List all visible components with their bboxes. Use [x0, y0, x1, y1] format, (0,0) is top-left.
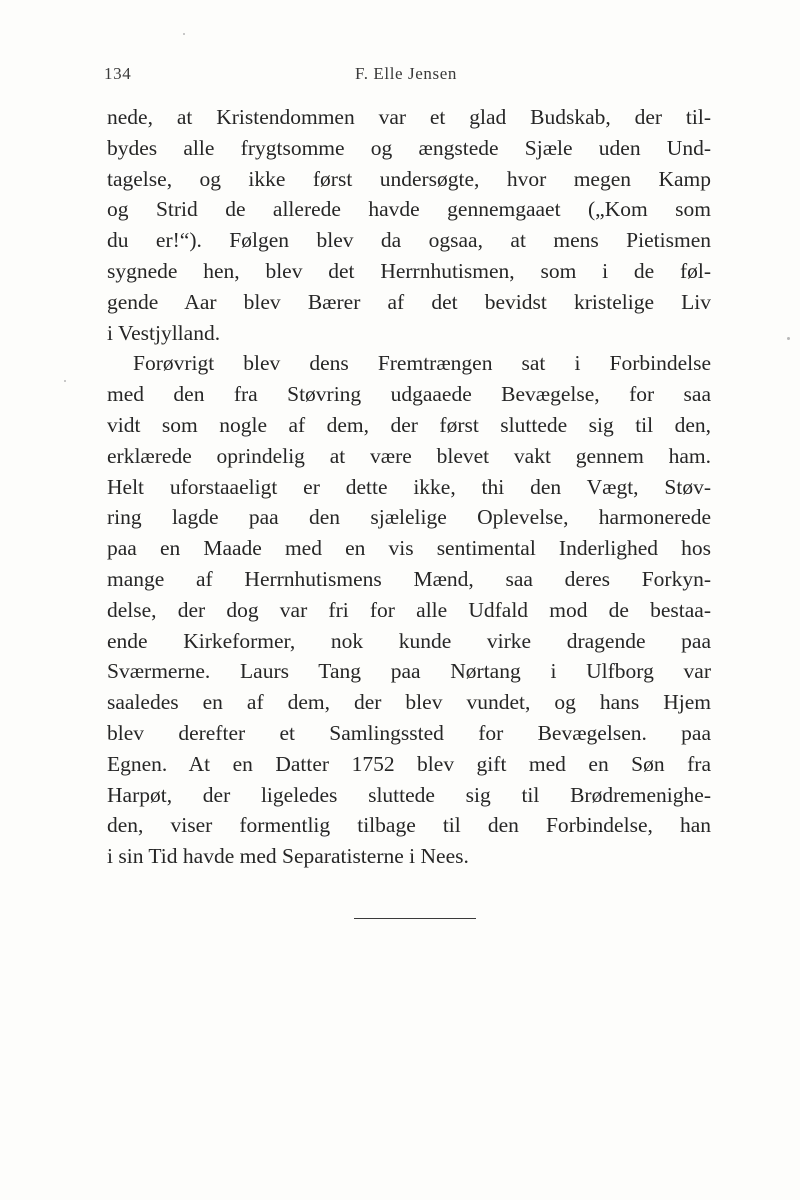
- text-line: delse, der dog var fri for alle Udfald mod de bestaa-: [107, 597, 711, 622]
- text-line: mange af Herrnhutismens Mænd, saa deres Forkyn-: [107, 566, 711, 591]
- text-line: saaledes en af dem, der blev vundet, og hans Hjem: [107, 690, 711, 715]
- page-header: [104, 64, 708, 88]
- text-line: Helt uforstaaeligt er dette ikke, thi den Vægt, Støv-: [107, 474, 711, 499]
- text-line: bydes alle frygtsomme og ængstede Sjæle uden Und-: [107, 135, 711, 160]
- text-line: paa en Maade med en vis sentimental Inderlighed hos: [107, 536, 711, 561]
- page-number: 134: [104, 64, 132, 83]
- text-line: med den fra Støvring udgaaede Bevægelse, for saa: [107, 382, 711, 407]
- text-line: i Vestjylland.: [107, 320, 221, 345]
- text-line: Sværmerne. Laurs Tang paa Nørtang i Ulfborg var: [107, 659, 711, 684]
- paper-speck: [64, 380, 66, 382]
- text-line: den, viser formentlig tilbage til den Forbindelse, han: [107, 813, 711, 838]
- body-text: [107, 102, 711, 872]
- text-line: sygnede hen, blev det Herrnhutismen, som i de føl-: [107, 258, 711, 283]
- text-line: og Strid de allerede havde gennemgaaet („Kom som: [107, 197, 711, 222]
- text-line: gende Aar blev Bærer af det bevidst kristelige Liv: [107, 289, 711, 314]
- text-line: blev derefter et Samlingssted for Bevægelsen. paa: [107, 720, 711, 745]
- text-line: erklærede oprindelig at være blevet vakt gennem ham.: [107, 443, 711, 468]
- paragraph-2: [107, 348, 711, 872]
- text-line: Harpøt, der ligeledes sluttede sig til Brødremenighe-: [107, 782, 711, 807]
- paper-speck: [183, 33, 185, 35]
- text-line: i sin Tid havde med Separatisterne i Nees.: [107, 844, 469, 869]
- text-line: tagelse, og ikke først undersøgte, hvor megen Kamp: [107, 166, 711, 191]
- text-line: ende Kirkeformer, nok kunde virke dragende paa: [107, 628, 711, 653]
- text-line: Forøvrigt blev dens Fremtrængen sat i Forbindelse: [133, 351, 711, 376]
- text-line: Egnen. At en Datter 1752 blev gift med en Søn fra: [107, 751, 711, 776]
- text-line: nede, at Kristendommen var et glad Budskab, der til-: [107, 105, 711, 129]
- text-line: vidt som nogle af dem, der først sluttede sig til den,: [107, 412, 711, 437]
- text-line: du er!“). Følgen blev da ogsaa, at mens Pietismen: [107, 228, 711, 253]
- text-line: ring lagde paa den sjælelige Oplevelse, harmonerede: [107, 505, 711, 530]
- paragraph-1: [107, 102, 711, 348]
- section-end-rule: [354, 918, 476, 919]
- paper-speck: [787, 337, 790, 340]
- running-title: F. Elle Jensen: [355, 64, 457, 83]
